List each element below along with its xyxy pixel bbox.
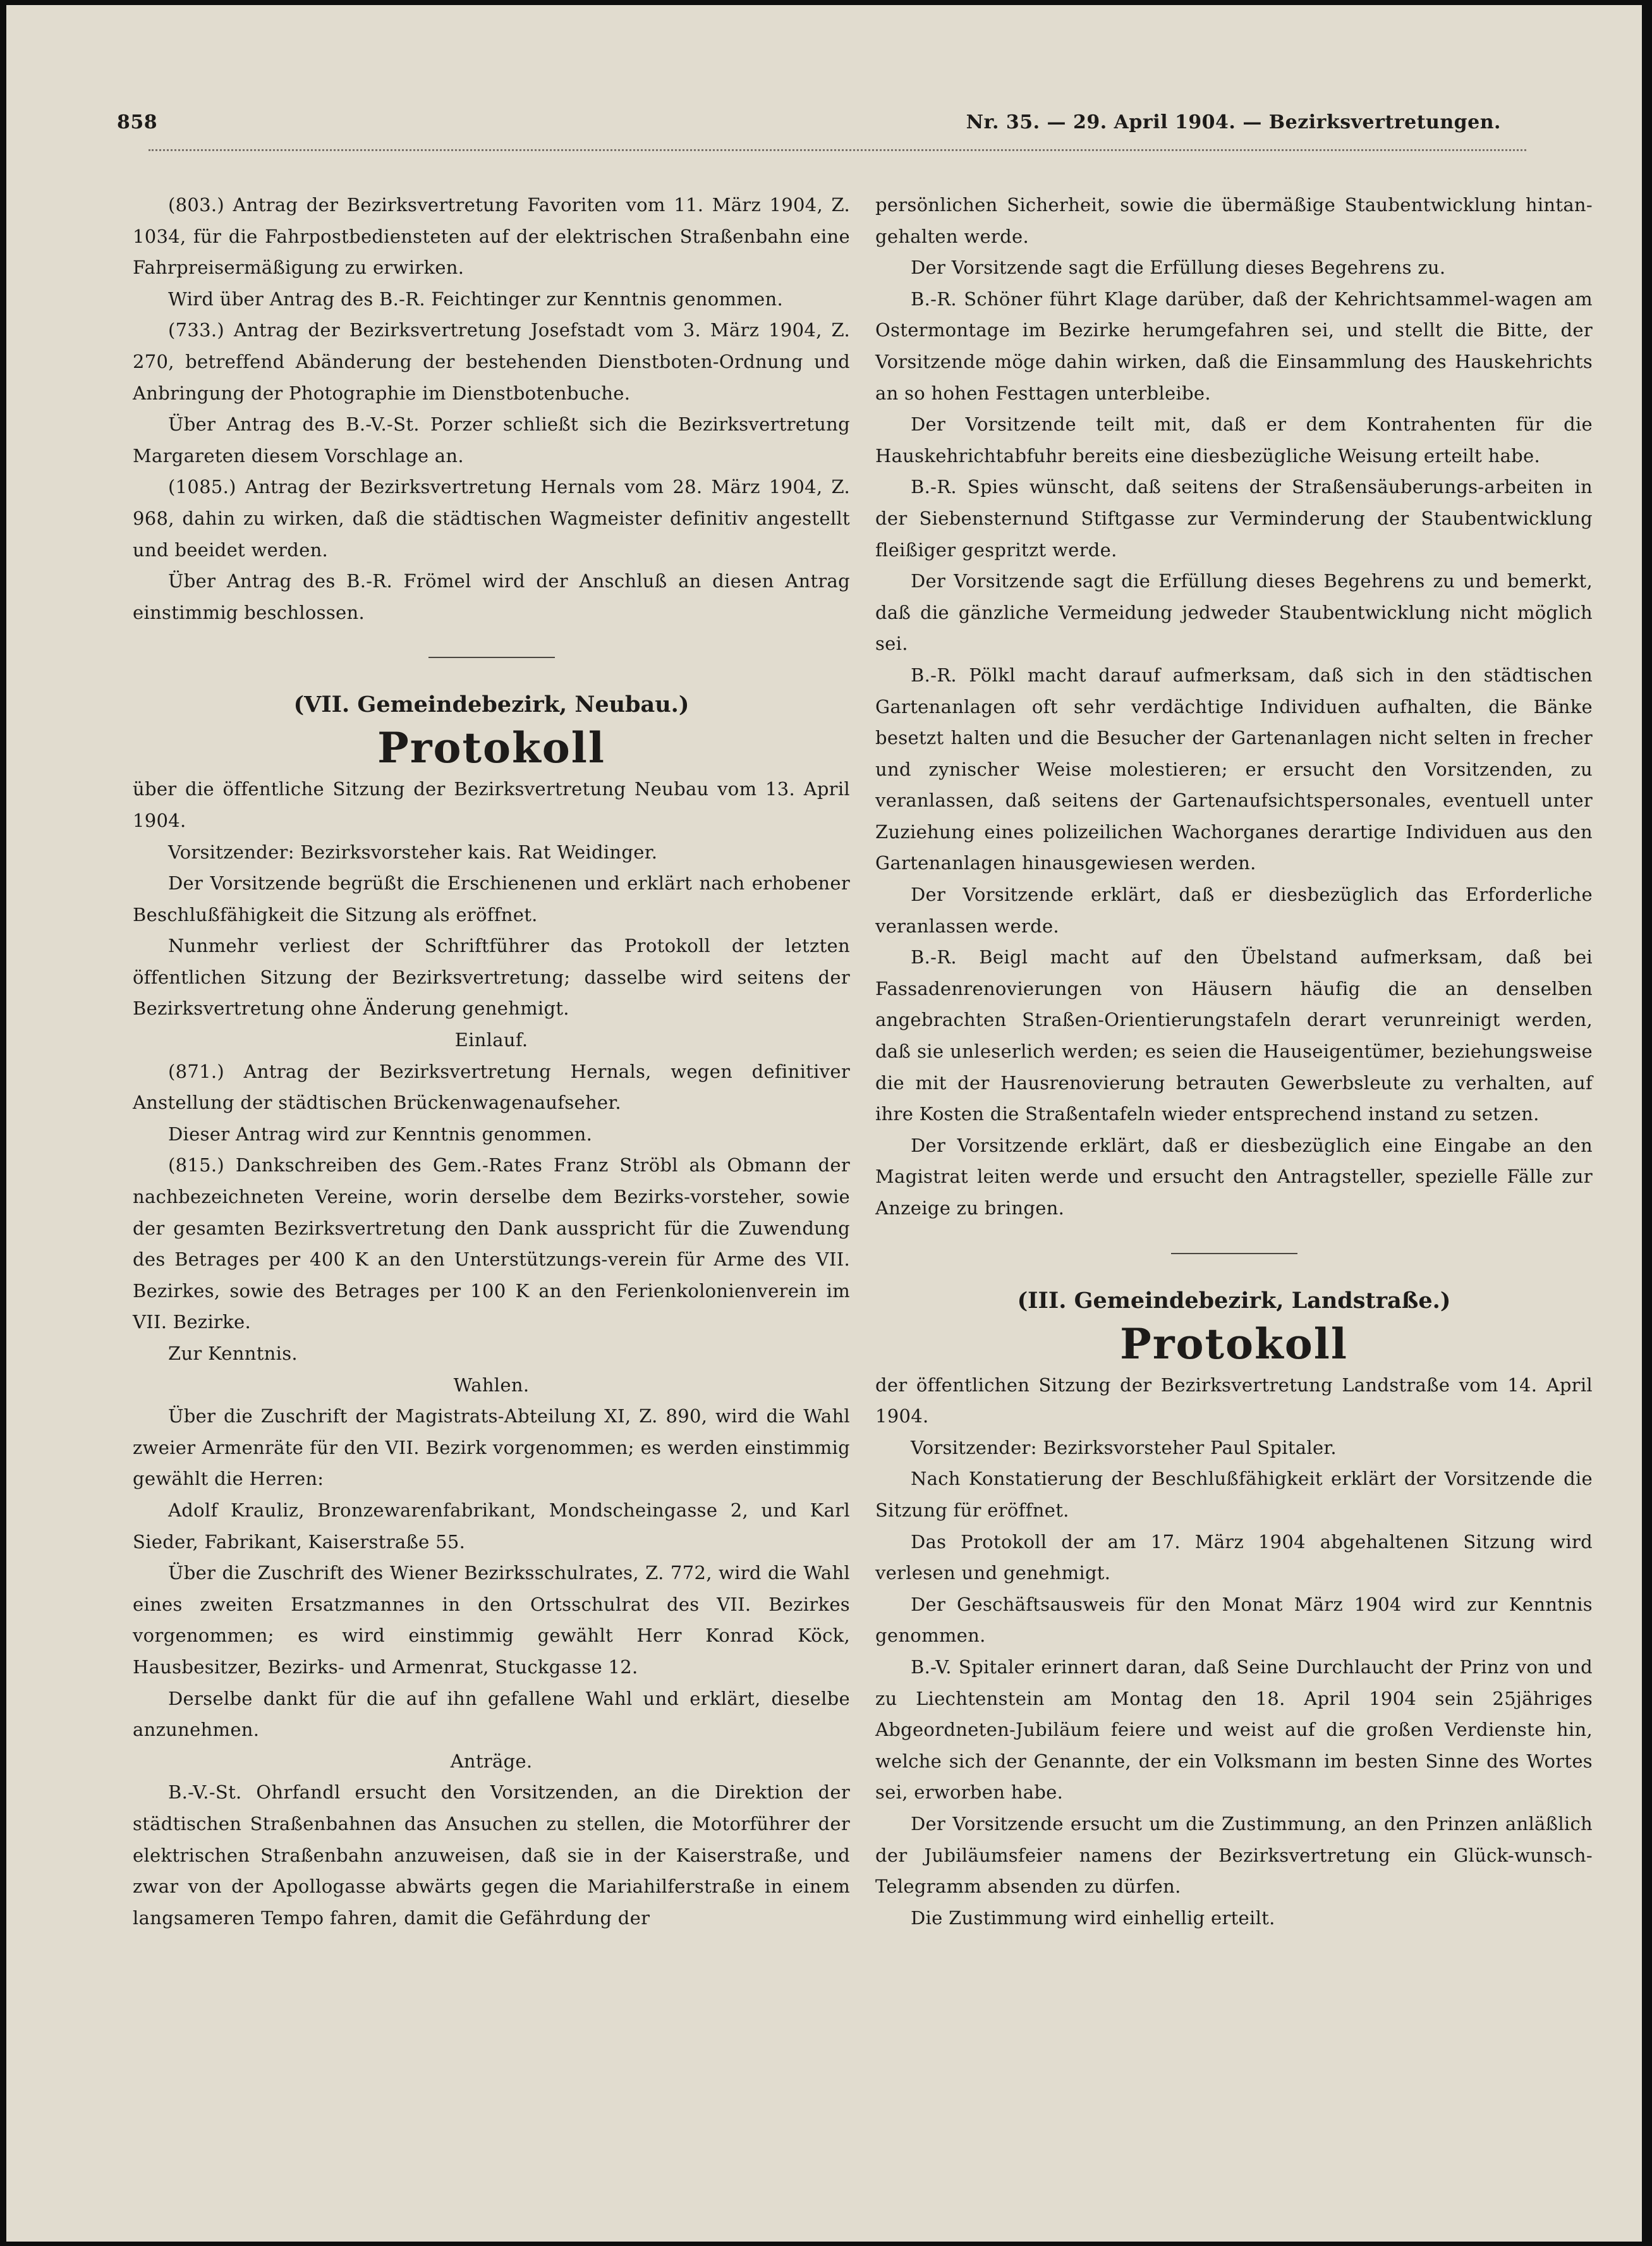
running-title: Nr. 35. — 29. April 1904. — Bezirksvertretungen. <box>966 111 1501 133</box>
paragraph: Vorsitzender: Bezirksvorsteher Paul Spitaler. <box>911 1436 1337 1458</box>
paragraph: Der Vorsitzende teilt mit, daß er dem Kontrahenten für die Hauskehrichtabfuhr bereits eine diesbezügliche Weisung erteilt habe. <box>875 413 1593 467</box>
paragraph: (815.) Dankschreiben des Gem.-Rates Franz Ströbl als Obmann der nachbezeichneten Vereine, worin derselbe dem Bezirks-vorsteher, sowie der gesamten Bezirksvertretung den Dank ausspricht für die Zuwendung des Betrages per 400 K an den Unterstützungs-verein für Arme des VII. Bezirkes, sowie des Betrages per 100 K an den Ferienkolonienverein im VII. Bezirke. <box>133 1154 850 1333</box>
subsection-heading: Anträge. <box>450 1750 533 1772</box>
paragraph: Nunmehr verliest der Schriftführer das Protokoll der letzten öffentlichen Sitzung der Bezirksvertretung; dasselbe wird seitens der Bezirksvertretung ohne Änderung genehmigt. <box>133 935 850 1020</box>
paragraph: Zur Kenntnis. <box>168 1343 298 1364</box>
page-number: 858 <box>117 111 158 133</box>
district-heading: (VII. Gemeindebezirk, Neubau.) <box>293 692 689 718</box>
paragraph: Über die Zuschrift des Wiener Bezirksschulrates, Z. 772, wird die Wahl eines zweiten Ersatzmannes in den Ortsschulrat des VII. Bezirkes vorgenommen; es wird einstimmig gewählt Herr Konrad Köck, Hausbesitzer, Bezirks- und Armenrat, Stuckgasse 12. <box>133 1562 850 1678</box>
right-column <box>875 190 1593 1934</box>
paragraph: Adolf Krauliz, Bronzewarenfabrikant, Mondscheingasse 2, und Karl Sieder, Fabrikant, Kaiserstraße 55. <box>133 1499 850 1553</box>
paragraph: B.-R. Pölkl macht darauf aufmerksam, daß sich in den städtischen Gartenanlagen oft sehr verdächtige Individuen aufhalten, die Bänke besetzt halten und die Besucher der Gartenanlagen nicht selten in frecher und zynischer Weise molestieren; er ersucht den Vorsitzenden, zu veranlassen, daß seitens der Gartenaufsichtspersonales, eventuell unter Zuziehung eines polizeilichen Wachorganes derartige Individuen aus den Gartenanlagen hinausgewiesen werden. <box>875 664 1593 874</box>
district-heading: (III. Gemeindebezirk, Landstraße.) <box>1017 1287 1451 1314</box>
paragraph: B.-R. Schöner führt Klage darüber, daß der Kehrichtsammel-wagen am Ostermontage im Bezirke herumgefahren sei, und stellt die Bitte, der Vorsitzende möge dahin wirken, daß die Einsammlung des Hauskehrichts an so hohen Festtagen unterbleibe. <box>875 288 1593 404</box>
paragraph: persönlichen Sicherheit, sowie die übermäßige Staubentwicklung hintan-gehalten werde. <box>875 194 1593 247</box>
subsection-heading: Einlauf. <box>454 1029 528 1051</box>
subsection-heading: Wahlen. <box>453 1374 530 1396</box>
page-header <box>117 111 1526 149</box>
section-divider <box>1171 1253 1297 1254</box>
paragraph: Der Geschäftsausweis für den Monat März 1904 wird zur Kenntnis genommen. <box>875 1593 1593 1647</box>
paragraph: Der Vorsitzende sagt die Erfüllung dieses Begehrens zu und bemerkt, daß die gänzliche Vermeidung jedweder Staubentwicklung nicht möglich sei. <box>875 570 1593 655</box>
protocol-title: Protokoll <box>1120 1319 1348 1369</box>
paragraph: Der Vorsitzende begrüßt die Erschienenen und erklärt nach erhobener Beschlußfähigkeit die Sitzung als eröffnet. <box>133 872 850 925</box>
paragraph: Über Antrag des B.-R. Frömel wird der Anschluß an diesen Antrag einstimmig beschlossen. <box>133 570 850 623</box>
paragraph: (733.) Antrag der Bezirksvertretung Josefstadt vom 3. März 1904, Z. 270, betreffend Abänderung der bestehenden Dienstboten-Ordnung und Anbringung der Photographie im Dienstbotenbuche. <box>133 319 850 404</box>
paragraph: (871.) Antrag der Bezirksvertretung Hernals, wegen definitiver Anstellung der städtischen Brückenwagenaufseher. <box>133 1060 850 1114</box>
paragraph: Der Vorsitzende erklärt, daß er diesbezüglich eine Eingabe an den Magistrat leiten werde und ersucht den Antragsteller, spezielle Fälle zur Anzeige zu bringen. <box>875 1134 1593 1219</box>
paragraph: Wird über Antrag des B.-R. Feichtinger zur Kenntnis genommen. <box>168 288 784 310</box>
paragraph: Der Vorsitzende sagt die Erfüllung dieses Begehrens zu. <box>911 257 1446 279</box>
paragraph: Nach Konstatierung der Beschlußfähigkeit erklärt der Vorsitzende die Sitzung für eröffnet. <box>875 1468 1593 1521</box>
paragraph: Der Vorsitzende ersucht um die Zustimmung, an den Prinzen anläßlich der Jubiläumsfeier namens der Bezirksvertretung ein Glück-wunsch-Telegramm absenden zu dürfen. <box>875 1812 1593 1898</box>
paragraph: (1085.) Antrag der Bezirksvertretung Hernals vom 28. März 1904, Z. 968, dahin zu wirken, daß die städtischen Wagmeister definitiv angestellt und beeidet werden. <box>133 476 850 561</box>
paragraph: Über die Zuschrift der Magistrats-Abteilung XI, Z. 890, wird die Wahl zweier Armenräte für den VII. Bezirk vorgenommen; es werden einstimmig gewählt die Herren: <box>133 1405 850 1490</box>
newspaper-page <box>6 5 1642 2242</box>
paragraph: Der Vorsitzende erklärt, daß er diesbezüglich das Erforderliche veranlassen werde. <box>875 884 1593 937</box>
header-rule <box>149 149 1526 151</box>
paragraph: Die Zustimmung wird einhellig erteilt. <box>911 1907 1275 1929</box>
paragraph: B.-R. Spies wünscht, daß seitens der Straßensäuberungs-arbeiten in der Siebensternund Stiftgasse zur Verminderung der Staubentwicklung fleißiger gespritzt werde. <box>875 476 1593 561</box>
protocol-title: Protokoll <box>377 723 605 773</box>
paragraph: B.-V. Spitaler erinnert daran, daß Seine Durchlaucht der Prinz von und zu Liechtenstein am Montag den 18. April 1904 sein 25jähriges Abgeordneten-Jubiläum feiere und weist auf die großen Verdienste hin, welche sich der Genannte, der ein Volksmann im besten Sinne des Wortes sei, erworben habe. <box>875 1656 1593 1804</box>
paragraph: B.-R. Beigl macht auf den Übelstand aufmerksam, daß bei Fassadenrenovierungen von Häusern häufig die an denselben angebrachten Straßen-Orientierungstafeln derart verunreinigt werden, daß sie unleserlich werden; es seien die Hauseigentümer, beziehungsweise die mit der Hausrenovierung betrauten Gewerbsleute zu verhalten, auf ihre Kosten die Straßentafeln wieder entsprechend instand zu setzen. <box>875 946 1593 1125</box>
left-column <box>133 190 850 1934</box>
section-divider <box>428 657 555 658</box>
protocol-subtitle: der öffentlichen Sitzung der Bezirksvertretung Landstraße vom 14. April 1904. <box>875 1374 1593 1427</box>
paragraph: B.-V.-St. Ohrfandl ersucht den Vorsitzenden, an die Direktion der städtischen Straßenbahnen das Ansuchen zu stellen, die Motorführer der elektrischen Straßenbahn anzuweisen, daß sie in der Kaiserstraße, und zwar von der Apollogasse abwärts gegen die Mariahilferstraße in einem langsameren Tempo fahren, damit die Gefährdung der <box>133 1781 850 1929</box>
protocol-subtitle: über die öffentliche Sitzung der Bezirksvertretung Neubau vom 13. April 1904. <box>133 778 850 831</box>
paragraph: Über Antrag des B.-V.-St. Porzer schließt sich die Bezirksvertretung Margareten diesem Vorschlage an. <box>133 413 850 467</box>
paragraph: Das Protokoll der am 17. März 1904 abgehaltenen Sitzung wird verlesen und genehmigt. <box>875 1530 1593 1584</box>
paragraph: Derselbe dankt für die auf ihn gefallene Wahl und erklärt, dieselbe anzunehmen. <box>133 1687 850 1741</box>
paragraph: Dieser Antrag wird zur Kenntnis genommen. <box>168 1123 593 1145</box>
paragraph: Vorsitzender: Bezirksvorsteher kais. Rat Weidinger. <box>168 841 658 863</box>
paragraph: (803.) Antrag der Bezirksvertretung Favoriten vom 11. März 1904, Z. 1034, für die Fahrpostbediensteten auf der elektrischen Straßenbahn eine Fahrpreisermäßigung zu erwirken. <box>133 194 850 279</box>
